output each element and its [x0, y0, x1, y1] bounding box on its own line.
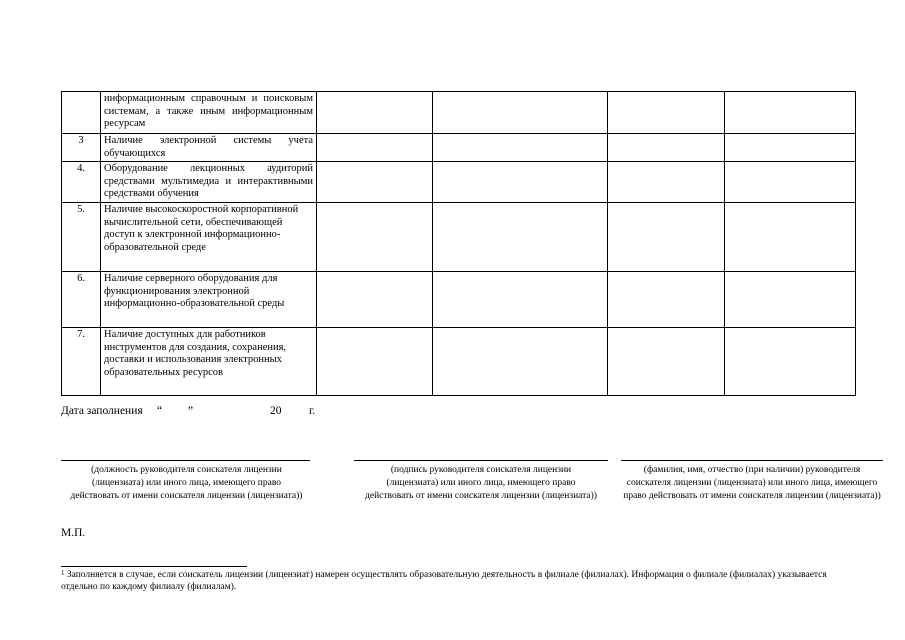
table-cell — [608, 203, 725, 272]
table-cell — [433, 92, 608, 134]
signature-line — [354, 460, 608, 461]
table-cell — [725, 272, 856, 328]
row-number: 5. — [62, 203, 101, 272]
row-description: Оборудование лекционных аудиторий средствами мультимедиа и интерактивными средствами обучения — [101, 162, 317, 203]
position-caption: (должность руководителя соискателя лицензии (лицензиата) или иного лица, имеющего право действовать от имени соискателя лицензии (лицензиата)) — [70, 465, 303, 501]
signature-caption: (подпись руководителя соискателя лицензии (лицензиата) или иного лица, имеющего право действовать от имени соискателя лицензии (лицензиата)) — [365, 465, 597, 501]
table-cell — [608, 162, 725, 203]
table-cell — [725, 162, 856, 203]
table-cell — [317, 134, 433, 162]
date-year-prefix: 20 — [270, 405, 282, 417]
table-cell — [608, 134, 725, 162]
table-cell — [608, 92, 725, 134]
table-cell — [725, 328, 856, 396]
date-quote-close: ” — [188, 405, 194, 417]
equipment-table — [61, 91, 856, 396]
table-row — [62, 134, 856, 162]
row-description: информационным справочным и поисковым системам, а также иным информационным ресурсам — [101, 92, 317, 134]
table-cell — [608, 272, 725, 328]
row-number: 6. — [62, 272, 101, 328]
name-signature-line — [621, 460, 883, 461]
fill-date-label: Дата заполнения — [61, 405, 143, 417]
table-row — [62, 92, 856, 134]
row-description: Наличие доступных для работников инструментов для создания, сохранения, доставки и использования электронных образовательных ресурсов — [101, 328, 317, 396]
row-description: Наличие серверного оборудования для функционирования электронной информационно-образовательной среды — [101, 272, 317, 328]
table-cell — [608, 328, 725, 396]
row-number — [62, 92, 101, 134]
table-cell — [725, 203, 856, 272]
table-cell — [433, 203, 608, 272]
row-number: 7. — [62, 328, 101, 396]
footnote-separator — [61, 566, 247, 567]
table-cell — [317, 203, 433, 272]
stamp-label: М.П. — [61, 527, 86, 539]
table-cell — [725, 92, 856, 134]
date-quote-open: “ — [157, 405, 163, 417]
table-cell — [433, 134, 608, 162]
table-row — [62, 328, 856, 396]
table-cell — [433, 328, 608, 396]
table-cell — [433, 162, 608, 203]
table-cell — [317, 92, 433, 134]
table-row — [62, 162, 856, 203]
table-cell — [317, 162, 433, 203]
table-cell — [725, 134, 856, 162]
footnote — [61, 569, 861, 593]
position-signature-line — [61, 460, 310, 461]
footnote-mark: 1 — [61, 569, 65, 577]
row-number: 4. — [62, 162, 101, 203]
table-cell — [433, 272, 608, 328]
table-cell — [317, 328, 433, 396]
table-row — [62, 272, 856, 328]
date-year-suffix: г. — [309, 405, 316, 417]
name-caption: (фамилия, имя, отчество (при наличии) руководителя соискателя лицензии (лицензиата) или иного лица, имеющего право действовать от имени соискателя лицензии (лицензиата)) — [623, 465, 881, 501]
row-number: 3 — [62, 134, 101, 162]
row-description: Наличие электронной системы учета обучающихся — [101, 134, 317, 162]
table-row — [62, 203, 856, 272]
footnote-text: Заполняется в случае, если соискатель лицензии (лицензиат) намерен осуществлять образовательную деятельность в филиале (филиалах). Информация о филиале (филиалах) указывается отдельно по каждому филиалу (филиалам). — [61, 570, 827, 592]
table-cell — [317, 272, 433, 328]
row-description: Наличие высокоскоростной корпоративной вычислительной сети, обеспечивающей доступ к электронной информационно-образовательной среде — [101, 203, 317, 272]
